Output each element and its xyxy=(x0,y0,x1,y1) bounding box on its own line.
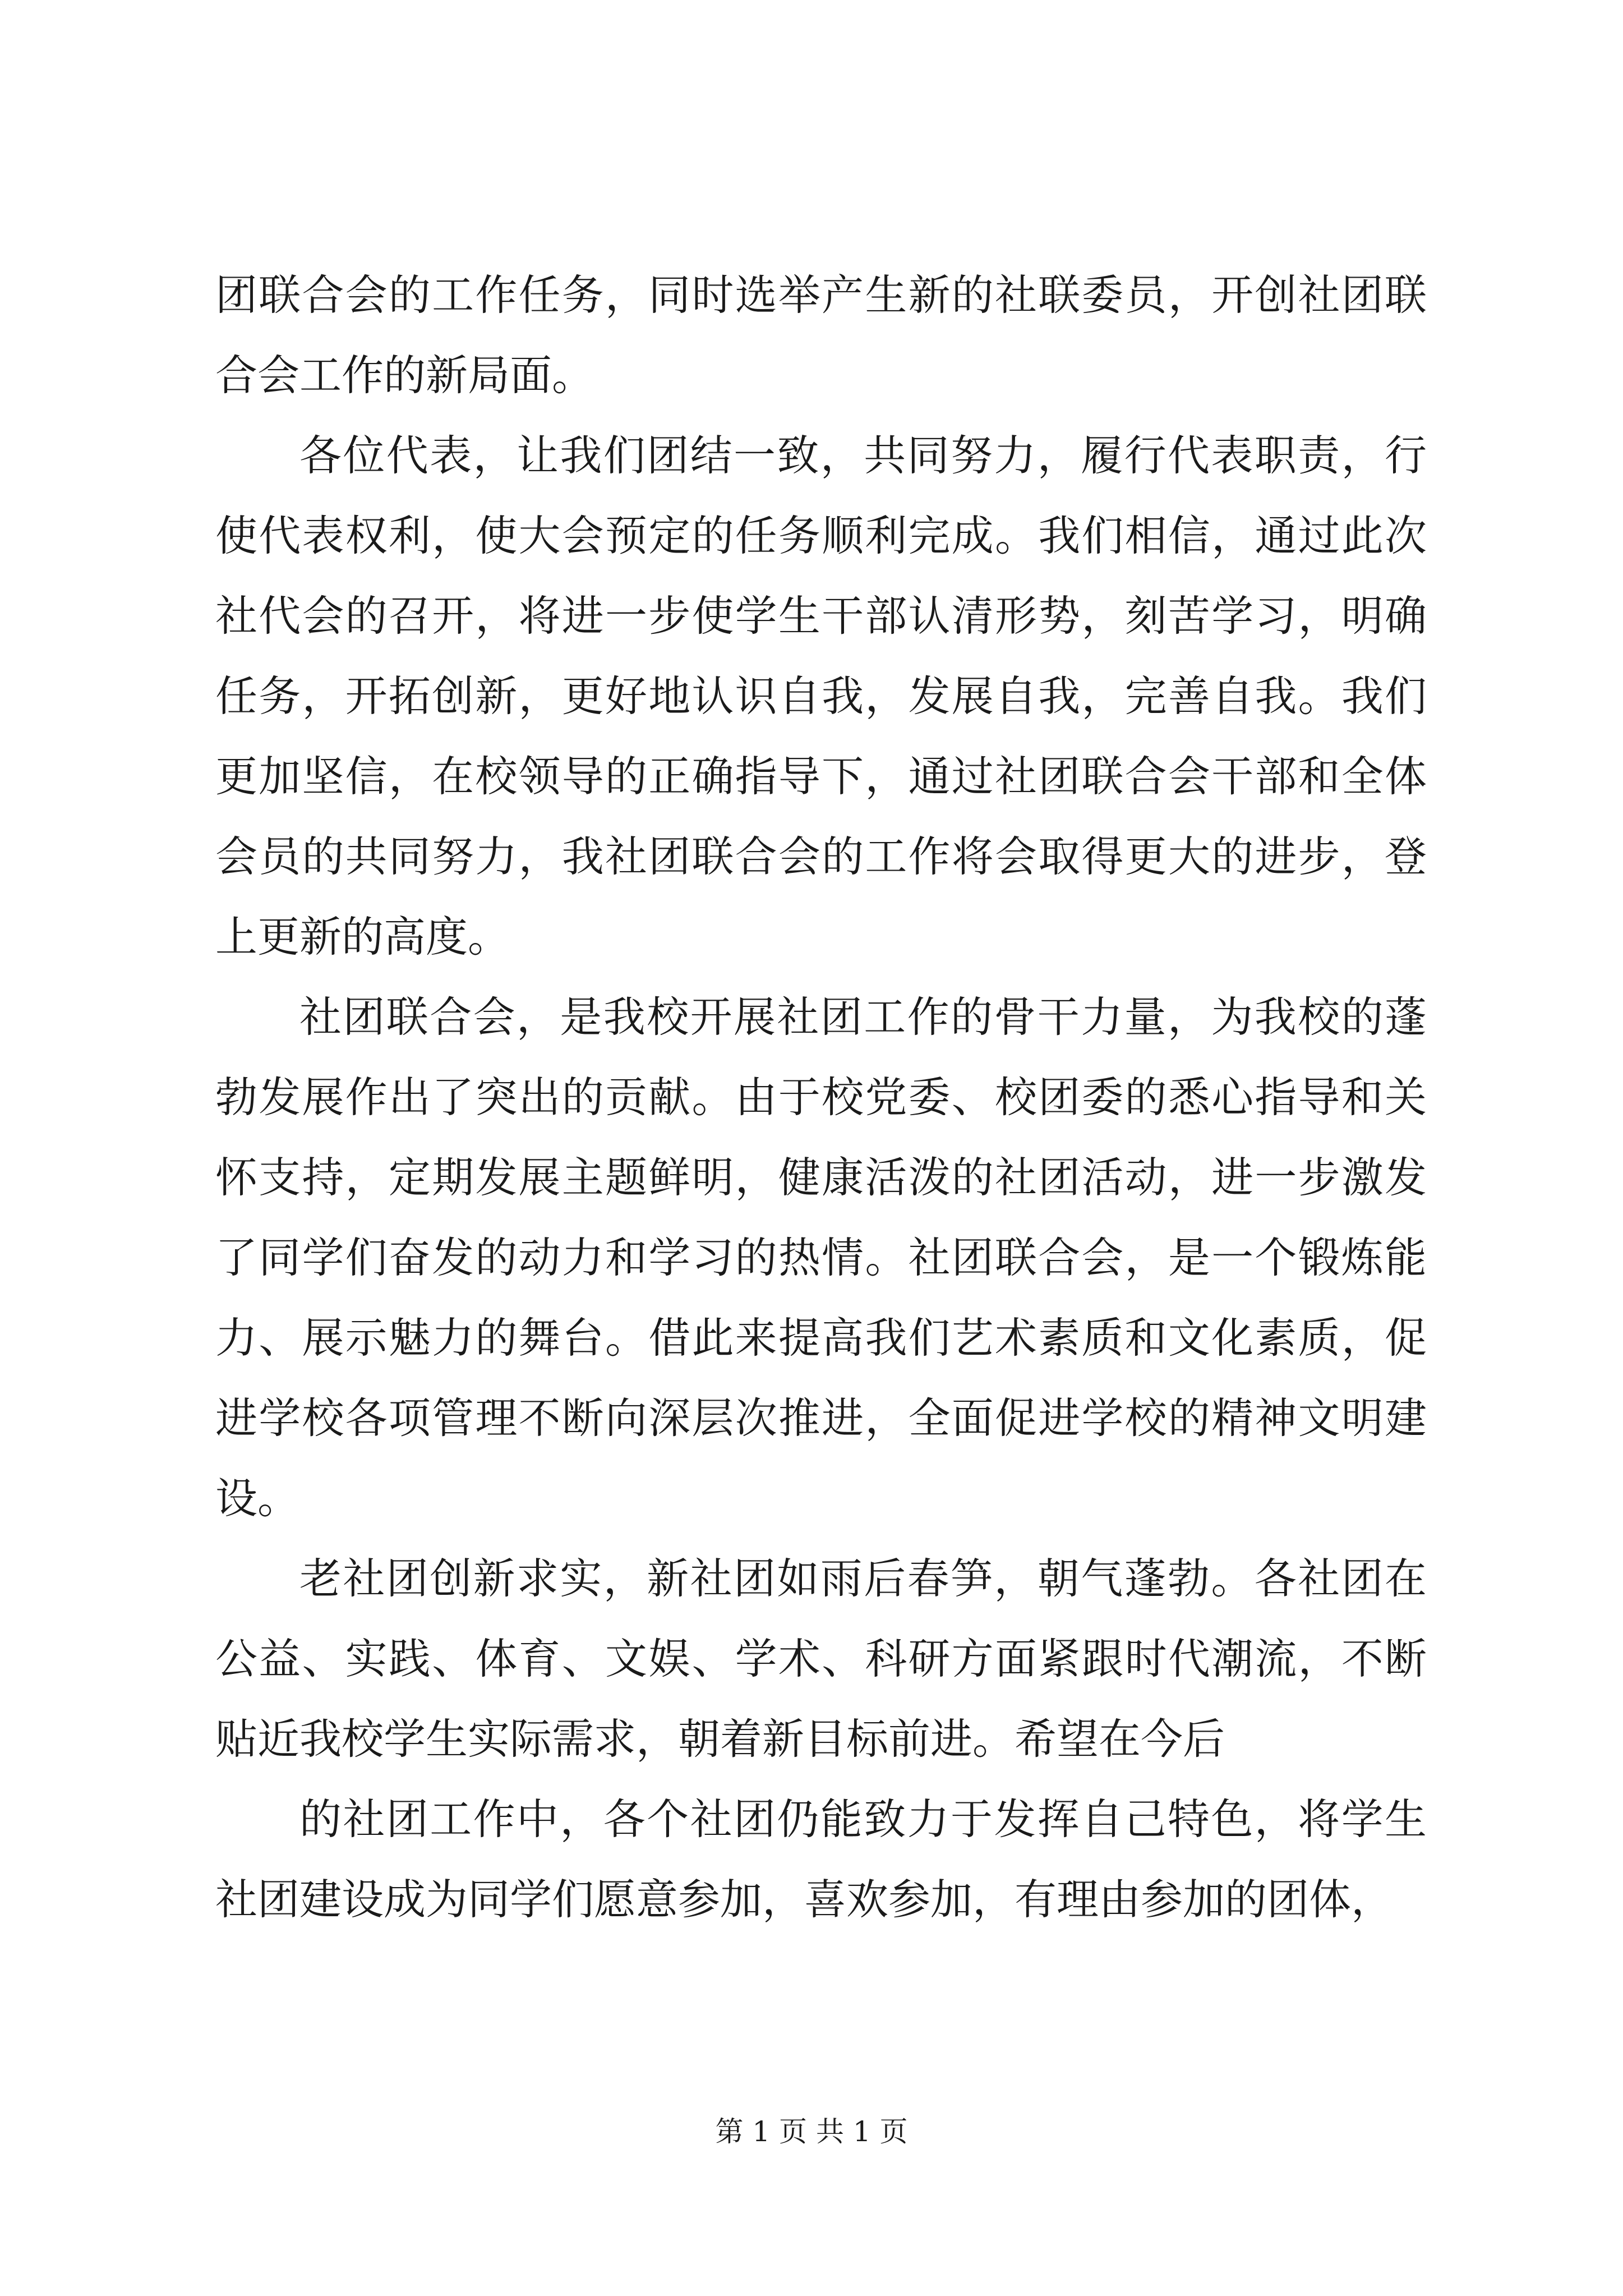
paragraph-5: 的社团工作中，各个社团仍能致力于发挥自己特色，将学生社团建设成为同学们愿意参加，喜欢参加，有理由参加的团体， xyxy=(215,1795,1427,1924)
document-body xyxy=(215,255,1427,1940)
paragraph-3: 社团联合会，是我校开展社团工作的骨干力量，为我校的蓬勃发展作出了突出的贡献。由于校党委、校团委的悉心指导和关怀支持，定期发展主题鲜明，健康活泼的社团活动，进一步激发了同学们奋发的动力和学习的热情。社团联合会，是一个锻炼能力、展示魅力的舞台。借此来提高我们艺术素质和文化素质，促进学校各项管理不断向深层次推进，全面促进学校的精神文明建设。 xyxy=(215,992,1427,1523)
paragraph-2: 各位代表，让我们团结一致，共同努力，履行代表职责，行使代表权利，使大会预定的任务顺利完成。我们相信，通过此次社代会的召开，将进一步使学生干部认清形势，刻苦学习，明确任务，开拓创新，更好地认识自我，发展自我，完善自我。我们更加坚信，在校领导的正确指导下，通过社团联合会干部和全体会员的共同努力，我社团联合会的工作将会取得更大的进步，登上更新的高度。 xyxy=(215,431,1427,961)
paragraph-4: 老社团创新求实，新社团如雨后春笋，朝气蓬勃。各社团在公益、实践、体育、文娱、学术、科研方面紧跟时代潮流，不断贴近我校学生实际需求，朝着新目标前进。希望在今后 xyxy=(215,1554,1427,1764)
paragraph-1: 团联合会的工作任务，同时选举产生新的社联委员，开创社团联合会工作的新局面。 xyxy=(215,270,1427,400)
page-footer: 第 1 页 共 1 页 xyxy=(715,2115,908,2148)
